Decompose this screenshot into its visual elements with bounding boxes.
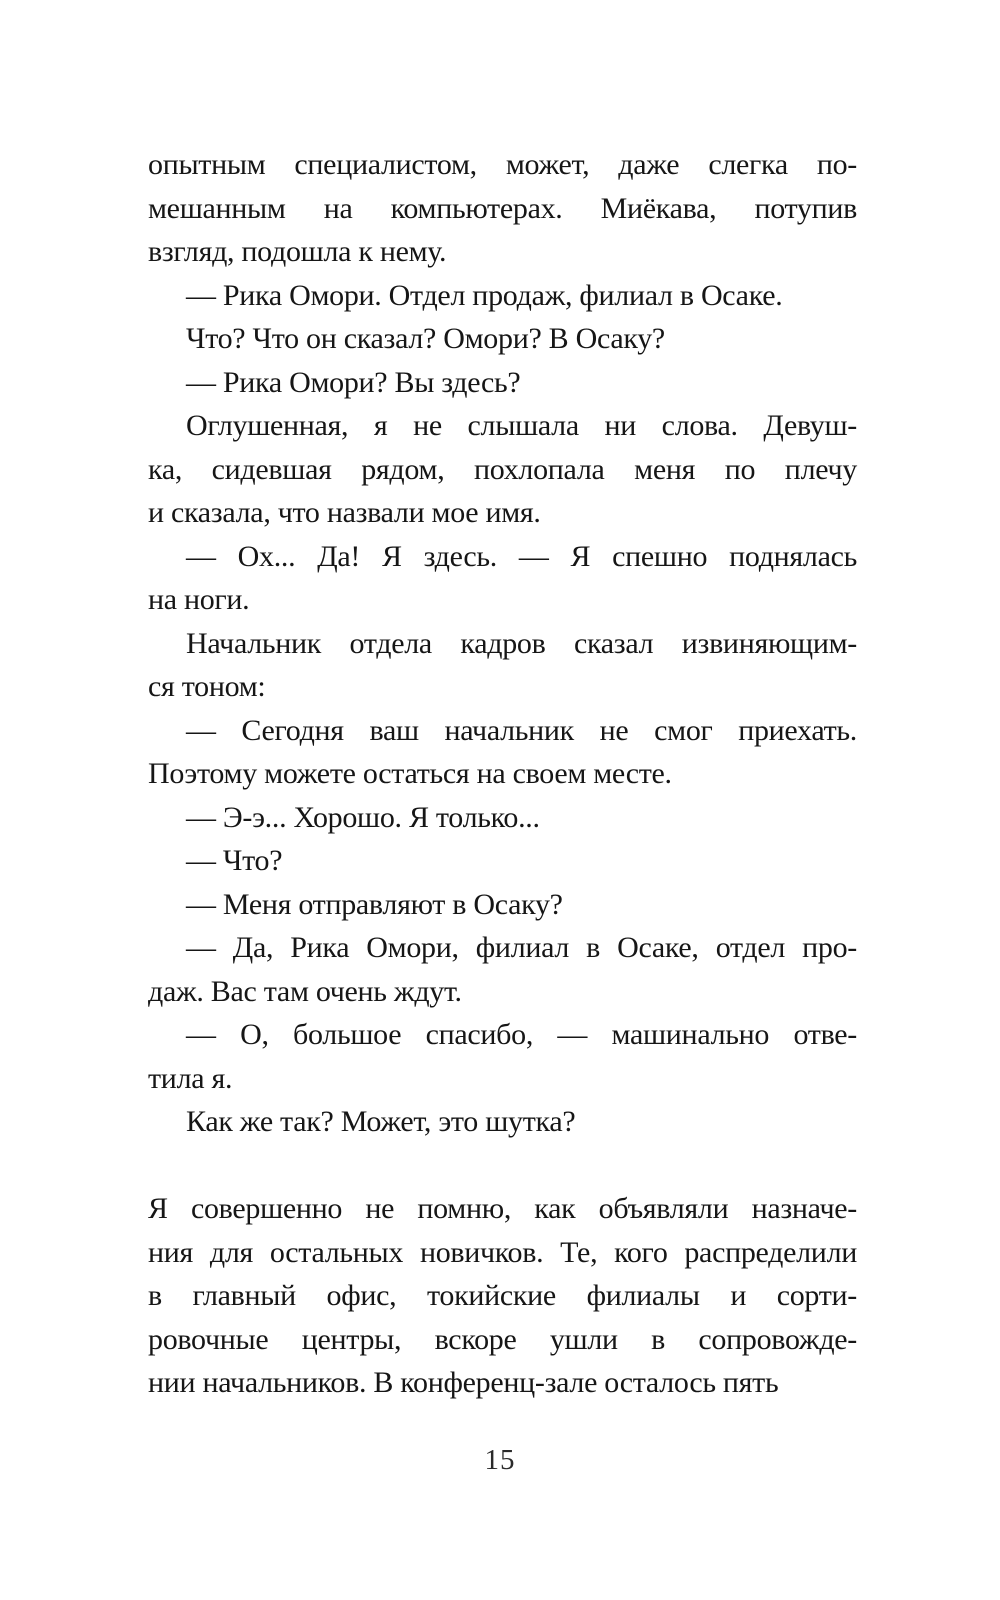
- paragraph: [148, 622, 857, 709]
- text-line: ка, сидевшая рядом, похлопала меня по плечу: [148, 452, 857, 486]
- text-line: Поэтому можете остаться на своем месте.: [148, 757, 672, 790]
- text-line: — Меня отправляют в Осаку?: [186, 887, 563, 921]
- text-line: — Э-э... Хорошо. Я только...: [186, 800, 540, 834]
- paragraph: [148, 535, 857, 622]
- paragraph: [148, 709, 857, 796]
- text-line: тила я.: [148, 1061, 233, 1095]
- paragraph: [148, 143, 857, 274]
- text-line: — Рика Омори? Вы здесь?: [186, 365, 521, 399]
- text-line: нии начальников. В конференц-зале осталось пять: [148, 1366, 779, 1399]
- paragraph: [148, 1100, 857, 1144]
- text-line: в главный офис, токийские филиалы и сорти-: [148, 1279, 857, 1312]
- paragraph: [148, 883, 857, 927]
- text-line: — Сегодня ваш начальник не смог приехать.: [186, 713, 857, 747]
- text-line: ния для остальных новичков. Те, кого распределили: [148, 1235, 857, 1269]
- text-line: опытным специалистом, может, даже слегка по-: [148, 148, 857, 181]
- text-line: взгляд, подошла к нему.: [148, 235, 447, 268]
- text-line: на ноги.: [148, 583, 250, 616]
- text-line: Как же так? Может, это шутка?: [186, 1105, 576, 1138]
- text-line: — О, большое спасибо, — машинально отве-: [186, 1018, 857, 1051]
- text-line: — Да, Рика Омори, филиал в Осаке, отдел про-: [186, 931, 857, 964]
- paragraph: [148, 361, 857, 405]
- paragraph: [148, 317, 857, 361]
- page-number: 15: [484, 1444, 516, 1476]
- text-line: ся тоном:: [148, 670, 266, 703]
- text-line: — Ох... Да! Я здесь. — Я спешно поднялась: [186, 539, 857, 573]
- paragraph: [148, 839, 857, 883]
- paragraph: [148, 926, 857, 1013]
- paragraph: [148, 274, 857, 318]
- text-line: даж. Вас там очень ждут.: [148, 974, 462, 1008]
- text-line: Начальник отдела кадров сказал извиняющим-: [186, 626, 857, 660]
- paragraph: [148, 404, 857, 535]
- paragraph: [148, 796, 857, 840]
- page-text: [148, 143, 857, 1405]
- text-line: мешанным на компьютерах. Миёкава, потупив: [148, 191, 857, 225]
- paragraph: [148, 1013, 857, 1100]
- paragraph: [148, 1187, 857, 1405]
- text-line: Что? Что он сказал? Омори? В Осаку?: [186, 322, 665, 355]
- text-line: Оглушенная, я не слышала ни слова. Девуш-: [186, 409, 857, 442]
- text-line: Я совершенно не помню, как объявляли назначе-: [148, 1192, 857, 1225]
- text-line: — Рика Омори. Отдел продаж, филиал в Осаке.: [186, 278, 783, 312]
- text-line: ровочные центры, вскоре ушли в сопровожде-: [148, 1322, 857, 1356]
- text-line: и сказала, что назвали мое имя.: [148, 496, 541, 529]
- text-line: — Что?: [186, 844, 283, 877]
